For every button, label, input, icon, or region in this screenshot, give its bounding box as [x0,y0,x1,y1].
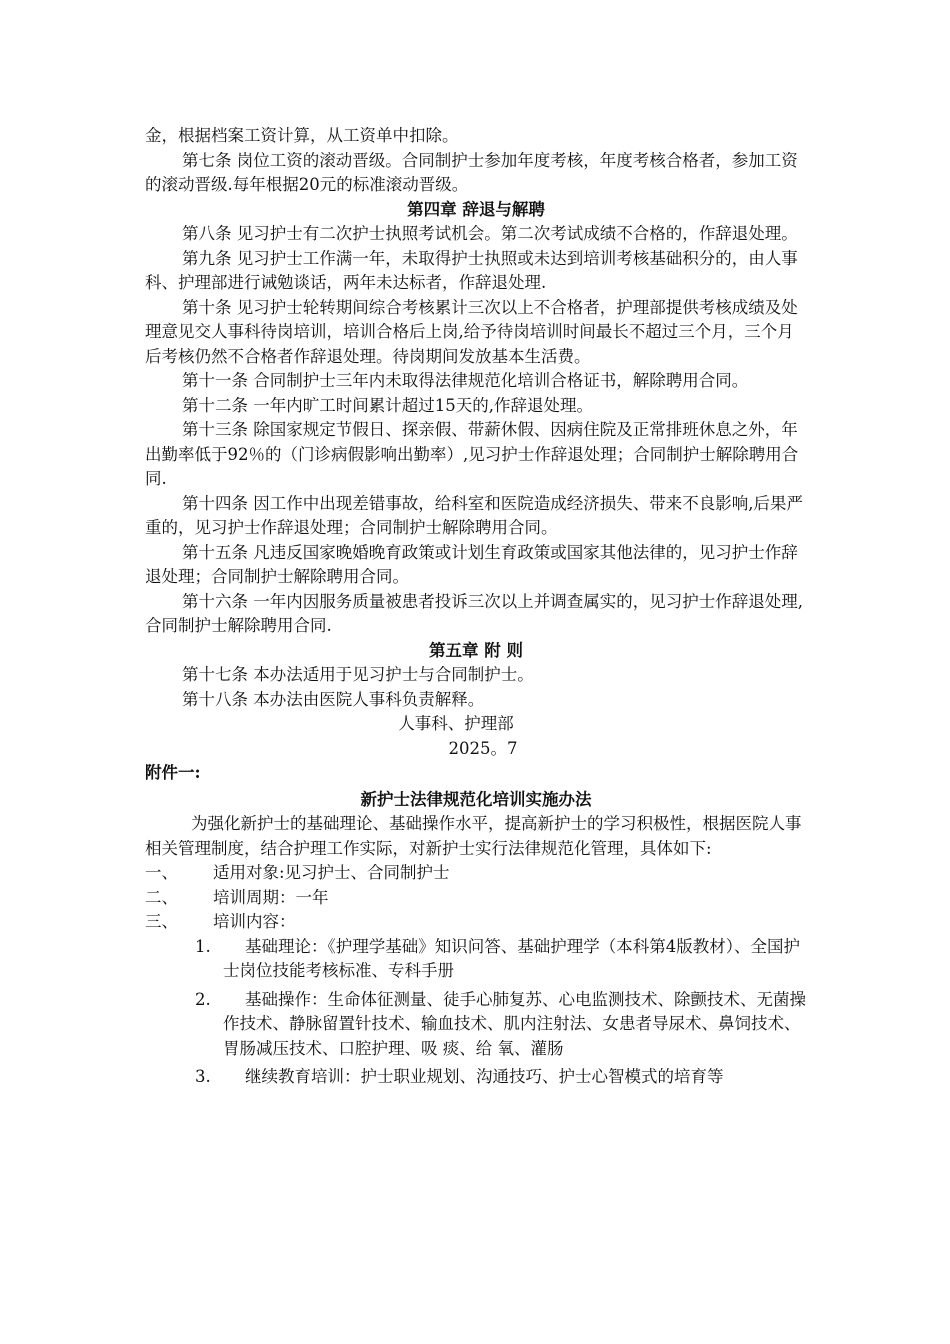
paragraph-continuation: 金，根据档案工资计算，从工资单中扣除。 [145,126,459,145]
list-item-number: 二、 [145,887,178,907]
article-14: 第十四条 因工作中出现差错事故，给科室和医院造成经济损失、带来不良影响,后果严重的，见习护士作辞退处理；合同制护士解除聘用合同。 [145,493,803,537]
list-item-number: 三、 [145,912,178,931]
list-item-text: 培训周期：一年 [213,887,329,907]
attachment-title: 新护士法律规范化培训实施办法 [360,789,592,809]
chapter-5-heading: 第五章 附 则 [429,640,523,660]
sub-list-item [145,935,807,984]
issuer-signature: 人事科、护理部 [398,714,514,733]
sub-list-item-text: 继续教育培训：护士职业规划、沟通技巧、护士心智模式的培育等 [245,1067,724,1086]
article-17: 第十七条 本办法适用于见习护士与合同制护士。 [182,665,534,684]
sub-list-item [145,1065,807,1090]
sub-list-item-number: 2. [195,989,211,1009]
sub-list-item-number: 3. [195,1067,211,1086]
article-10: 第十条 见习护士轮转期间综合考核累计三次以上不合格者，护理部提供考核成绩及处理意见交人事科待岗培训，培训合格后上岗,给予待岗培训时间最长不超过三个月，三个月后考核仍然不合格者作辞退处理。待岗期间发放基本生活费。 [145,297,798,366]
article-7: 第七条 岗位工资的滚动晋级。合同制护士参加年度考核，年度考核合格者，参加工资的滚动晋级.每年根据20元的标准滚动晋级。 [145,150,798,194]
article-13: 第十三条 除国家规定节假日、探亲假、带薪休假、因病住院及正常排班休息之外，年出勤率低于92％的（门诊病假影响出勤率）,见习护士作辞退处理；合同制护士解除聘用合同. [145,420,799,488]
list-item [145,886,807,911]
article-12: 第十二条 一年内旷工时间累计超过15天的,作辞退处理。 [182,395,593,415]
sub-list-item-text: 基础理论：《护理学基础》知识问答、基础护理学（本科第4版教材）、全国护士岗位技能考核标准、专科手册 [223,936,800,980]
sub-list-item-number: 1. [195,936,211,956]
article-11: 第十一条 合同制护士三年内未取得法律规范化培训合格证书，解除聘用合同。 [182,371,749,390]
sub-list-item [145,988,807,1062]
attachment-label: 附件一: [145,763,201,782]
article-18: 第十八条 本办法由医院人事科负责解释。 [182,689,485,709]
attachment-intro: 为强化新护士的基础理论、基础操作水平，提高新护士的学习积极性，根据医院人事相关管理制度，结合护理工作实际，对新护士实行法律规范化管理，具体如下: [145,814,802,858]
list-item-text: 培训内容： [213,912,296,931]
article-15: 第十五条 凡违反国家晚婚晚育政策或计划生育政策或国家其他法律的，见习护士作辞退处理；合同制护士解除聘用合同。 [145,542,798,586]
article-8: 第八条 见习护士有二次护士执照考试机会。第二次考试成绩不合格的，作辞退处理。 [182,224,798,243]
document-page [145,124,807,1090]
list-item [145,861,807,886]
chapter-4-heading: 第四章 辞退与解聘 [407,199,545,219]
list-item-text: 适用对象:见习护士、合同制护士 [213,863,450,882]
issue-date: 2025。7 [448,738,518,758]
article-16: 第十六条 一年内因服务质量被患者投诉三次以上并调查属实的，见习护士作辞退处理,合同制护士解除聘用合同. [145,591,803,635]
sub-list-item-text: 基础操作：生命体征测量、徒手心肺复苏、心电监测技术、除颤技术、无菌操作技术、静脉留置针技术、输血技术、肌内注射法、女患者导尿术、鼻饲技术、胃肠减压技术、口腔护理、吸 痰、给 氧、灌肠 [223,989,806,1058]
list-item-number: 一、 [145,863,178,882]
article-9: 第九条 见习护士工作满一年，未取得护士执照或未达到培训考核基础积分的，由人事科、护理部进行诫勉谈话，两年未达标者，作辞退处理. [145,248,798,292]
list-item [145,910,807,935]
